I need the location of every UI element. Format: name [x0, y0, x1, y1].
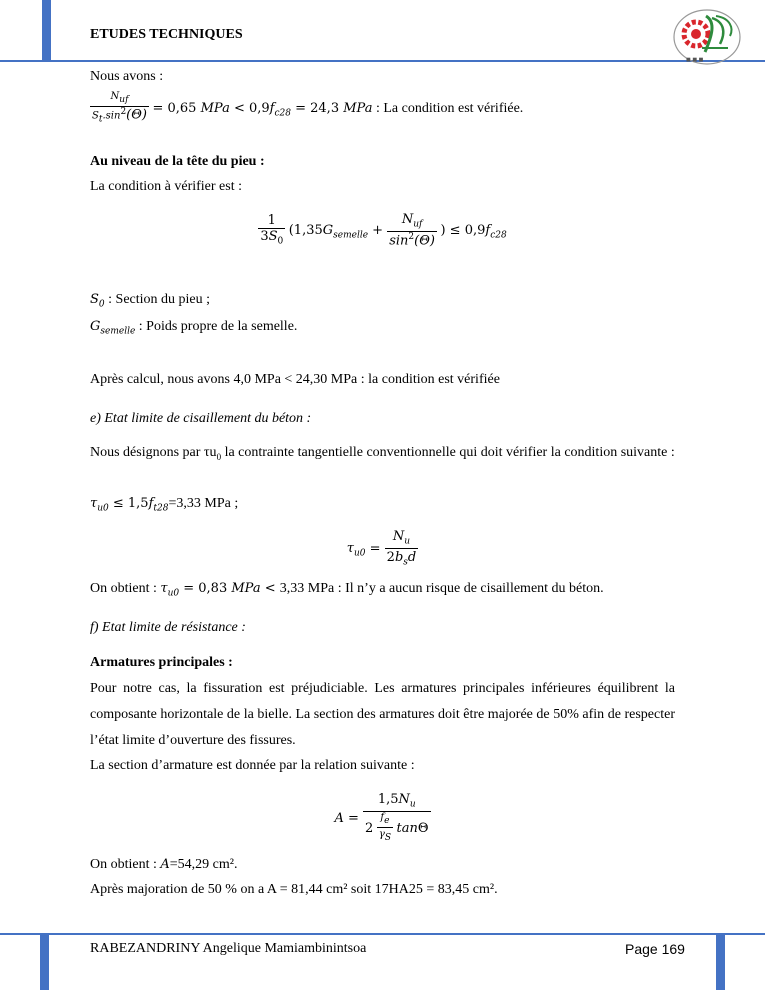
section-e-heading — [90, 409, 675, 429]
armatures-heading — [90, 653, 675, 673]
designons-paragraph — [90, 440, 675, 470]
header-left-bar — [42, 0, 51, 62]
tau-limit: $\tau_{u0} \le 1,5f_{t28}=3,33$ MPa ; — [90, 496, 239, 514]
designons-sub: 0 — [216, 451, 222, 462]
tau-limit-text: =3,33 MPa ; — [168, 496, 239, 511]
armatures-heading-text: Armatures principales : — [90, 655, 233, 670]
svg-text:■ ■ ■: ■ ■ ■ — [686, 57, 704, 63]
s0-definition: $S_0$ : Section du pieu ; — [90, 292, 211, 310]
tau-result: On obtient : $\tau_{u0} = 0,83$ MPa < 3,33 MPa : Il n’y a aucun risque de cisaillement du béton. — [90, 581, 604, 599]
gsemelle-definition-text: : Poids propre de la semelle. — [138, 319, 298, 334]
header-rule — [0, 60, 765, 62]
section-f-heading — [90, 618, 675, 638]
formula-a: A = $1,5N_u$ 2 $\frac{f_e}{\gamma_S}$ tanΘ — [334, 792, 429, 844]
s0-definition-text: : Section du pieu ; — [108, 292, 211, 307]
armatures-paragraph: Pour notre cas, la fissuration est préjudiciable. Les armatures principales inférieures équilibrent la composante horizontale de la bielle. La section des armatures doit être majorée de 50% afin de respecter l’état limite d’ouverture des fissures. — [90, 681, 675, 748]
majoration: Après majoration de 50 % on a A = 81,44 cm² soit 17HA25 = 83,45 cm². — [90, 882, 498, 897]
tete-heading-text: Au niveau de la tête du pieu : — [90, 154, 265, 169]
condition-1: $\frac{N_{uf}}{S_t.\sin^2(\Theta)}$ = 0,65 MPa < $0,9f_{c28} = 24,3$ MPa : La condition est vérifiée. — [92, 91, 524, 125]
section-e-text: e) Etat limite de cisaillement du béton : — [90, 411, 312, 426]
a-result-prefix: On obtient : — [90, 857, 157, 872]
designons-part-2: la contrainte tangentielle conventionnelle qui doit vérifier la condition suivante : — [221, 445, 675, 460]
footer-left-bar — [40, 933, 49, 990]
footer-author: RABEZANDRINY Angelique Mamiambinintsoa — [90, 941, 367, 956]
header-title: ETUDES TECHNIQUES — [90, 27, 243, 42]
tau-result-text: 3,33 MPa : Il n’y a aucun risque de cisaillement du béton. — [279, 581, 604, 596]
section-relation: La section d’armature est donnée par la relation suivante : — [90, 758, 415, 773]
gsemelle-definition: $G_{semelle}$ : Poids propre de la semelle. — [90, 319, 298, 337]
designons-part-1: Nous désignons par τu — [90, 445, 217, 460]
tete-heading — [90, 152, 675, 172]
condition-1-result: : La condition est vérifiée. — [375, 101, 524, 117]
footer-rule — [0, 933, 765, 935]
a-result-value: =54,29 cm². — [169, 857, 238, 872]
tau-result-prefix: On obtient : — [90, 581, 157, 596]
apres-calcul: Après calcul, nous avons 4,0 MPa < 24,30 MPa : la condition est vérifiée — [90, 372, 500, 387]
tete-intro: La condition à vérifier est : — [90, 179, 242, 194]
frac-nuf-st: $\frac{N_{uf}}{S_t.\sin^2(\Theta)}$ — [92, 91, 147, 125]
footer-page-number: Page 169 — [625, 941, 685, 957]
a-result: On obtient : A=54,29 cm². — [90, 857, 238, 872]
formula-tete: $\frac{1}{3S_0}$ ($1,35G_{semelle}$ + $\frac{N_{uf}}{\sin^2(\Theta)}$ ) ≤ $0,9f_{c28}$ — [260, 212, 507, 249]
school-emblem-icon — [672, 8, 742, 66]
footer-right-bar — [716, 933, 725, 990]
nous-avons: Nous avons : — [90, 69, 164, 84]
formula-tau: $\tau_{u0}$ = $\frac{N_u}{2b_sd}$ — [346, 529, 417, 568]
section-f-text: f) Etat limite de résistance : — [90, 620, 246, 635]
